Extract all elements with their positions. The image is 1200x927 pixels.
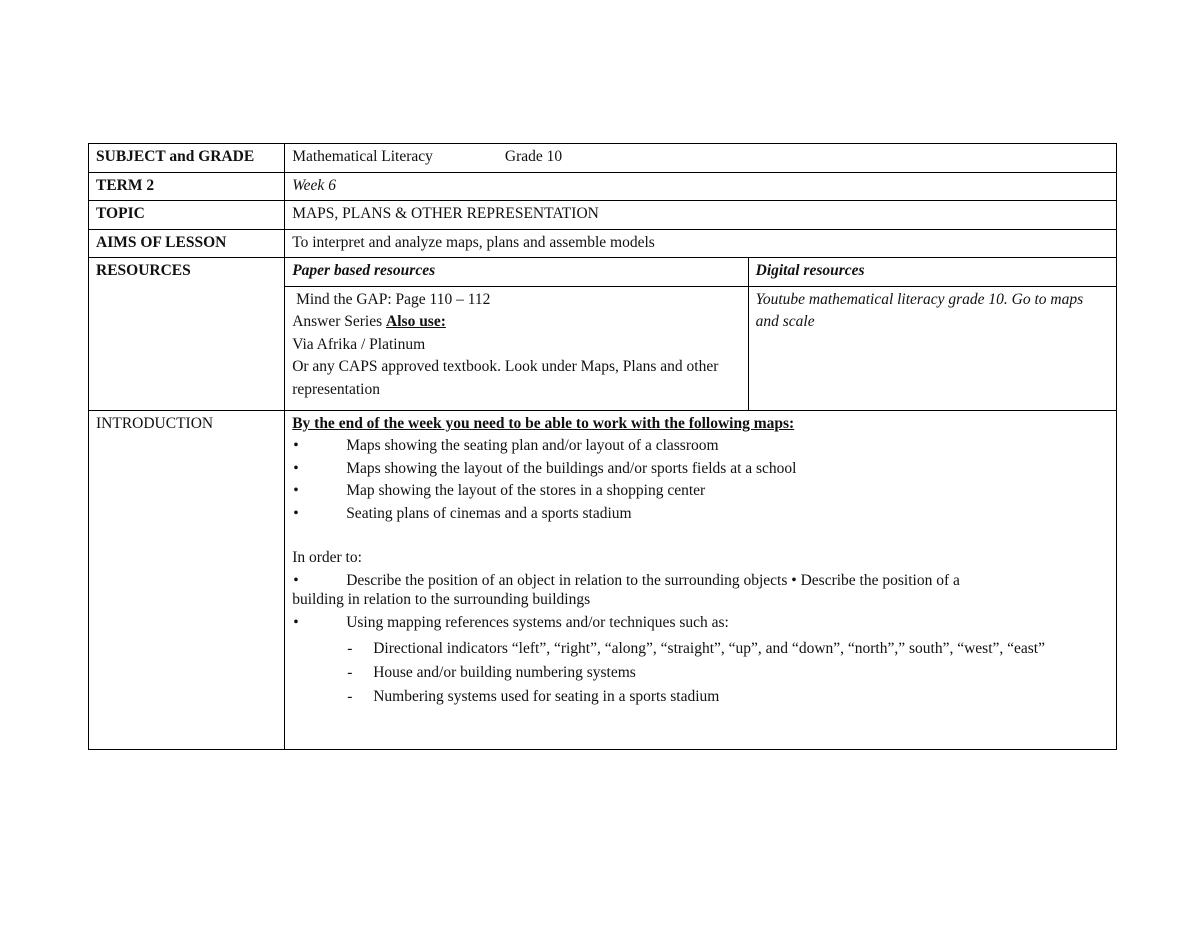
dash-item-text: Directional indicators “left”, “right”, “along”, “straight”, “up”, and “down”, “north”,” south”, “west”, “east” bbox=[373, 640, 1045, 657]
resources-label: RESOURCES bbox=[89, 258, 285, 411]
introduction-content bbox=[285, 410, 1117, 749]
list-item bbox=[292, 570, 1109, 593]
digital-resources-header: Digital resources bbox=[748, 258, 1116, 287]
list-item bbox=[292, 661, 1109, 685]
list-item bbox=[292, 636, 1109, 661]
term-value: Week 6 bbox=[285, 172, 1117, 201]
subject-row bbox=[89, 144, 1117, 173]
resources-header-row bbox=[89, 258, 1117, 287]
dash-item-text: Numbering systems used for seating in a sports stadium bbox=[373, 688, 720, 705]
topic-row bbox=[89, 201, 1117, 230]
term-row bbox=[89, 172, 1117, 201]
paper-resources-cell bbox=[285, 286, 748, 410]
list-item bbox=[292, 685, 1109, 709]
dash-item-text: House and/or building numbering systems bbox=[373, 664, 636, 681]
bullet-icon: • bbox=[293, 613, 299, 631]
bullet-icon: • bbox=[293, 459, 299, 477]
mapping-item-text: Using mapping references systems and/or techniques such as: bbox=[346, 613, 729, 631]
grade-value: Grade 10 bbox=[504, 148, 563, 165]
bullet-icon: • bbox=[293, 482, 299, 499]
aims-label: AIMS OF LESSON bbox=[89, 229, 285, 258]
bullet-icon: • bbox=[293, 504, 299, 522]
paper-resource-line bbox=[292, 311, 740, 334]
bullet-icon: • bbox=[293, 437, 299, 454]
digital-resources-cell: Youtube mathematical literacy grade 10. Go to maps and scale bbox=[748, 286, 1116, 410]
topic-label: TOPIC bbox=[89, 201, 285, 230]
map-item-text: Seating plans of cinemas and a sports stadium bbox=[346, 504, 632, 522]
map-item-text: Maps showing the seating plan and/or layout of a classroom bbox=[346, 437, 719, 454]
describe-item-continuation: building in relation to the surrounding buildings bbox=[292, 591, 591, 608]
dash-icon: - bbox=[347, 640, 353, 657]
also-use-text: Also use: bbox=[386, 313, 446, 330]
paper-resource-line: Or any CAPS approved textbook. Look under Maps, Plans and other representation bbox=[292, 358, 719, 398]
list-item bbox=[292, 480, 1109, 503]
subject-value: Mathematical Literacy bbox=[292, 148, 433, 165]
list-item bbox=[292, 503, 1109, 526]
aims-row bbox=[89, 229, 1117, 258]
lesson-plan-table bbox=[88, 143, 1117, 750]
list-item bbox=[292, 435, 1109, 458]
answer-series-text: Answer Series bbox=[292, 313, 387, 330]
topic-value: MAPS, PLANS & OTHER REPRESENTATION bbox=[285, 201, 1117, 230]
introduction-label: INTRODUCTION bbox=[89, 410, 285, 749]
describe-item-text-2: Describe the position of a bbox=[796, 571, 960, 589]
map-item-text: Map showing the layout of the stores in a shopping center bbox=[346, 482, 706, 499]
describe-item-text: Describe the position of an object in relation to the surrounding objects bbox=[346, 571, 792, 589]
aims-value: To interpret and analyze maps, plans and assemble models bbox=[285, 229, 1117, 258]
paper-resource-line: Via Afrika / Platinum bbox=[292, 335, 426, 353]
introduction-heading: By the end of the week you need to be able to work with the following maps: bbox=[292, 414, 795, 432]
map-item-text: Maps showing the layout of the buildings and/or sports fields at a school bbox=[346, 459, 797, 477]
term-label: TERM 2 bbox=[89, 172, 285, 201]
bullet-icon: • bbox=[791, 571, 797, 589]
list-item bbox=[292, 612, 1109, 635]
list-item bbox=[292, 458, 1109, 481]
bullet-icon: • bbox=[293, 571, 299, 589]
dash-icon: - bbox=[347, 688, 353, 705]
dash-icon: - bbox=[347, 664, 353, 681]
introduction-row bbox=[89, 410, 1117, 749]
paper-resources-header: Paper based resources bbox=[285, 258, 748, 287]
subject-label: SUBJECT and GRADE bbox=[89, 144, 285, 173]
paper-resource-line: Mind the GAP: Page 110 – 112 bbox=[292, 290, 491, 308]
in-order-to-text: In order to: bbox=[292, 549, 362, 566]
subject-value-cell bbox=[285, 144, 1117, 173]
